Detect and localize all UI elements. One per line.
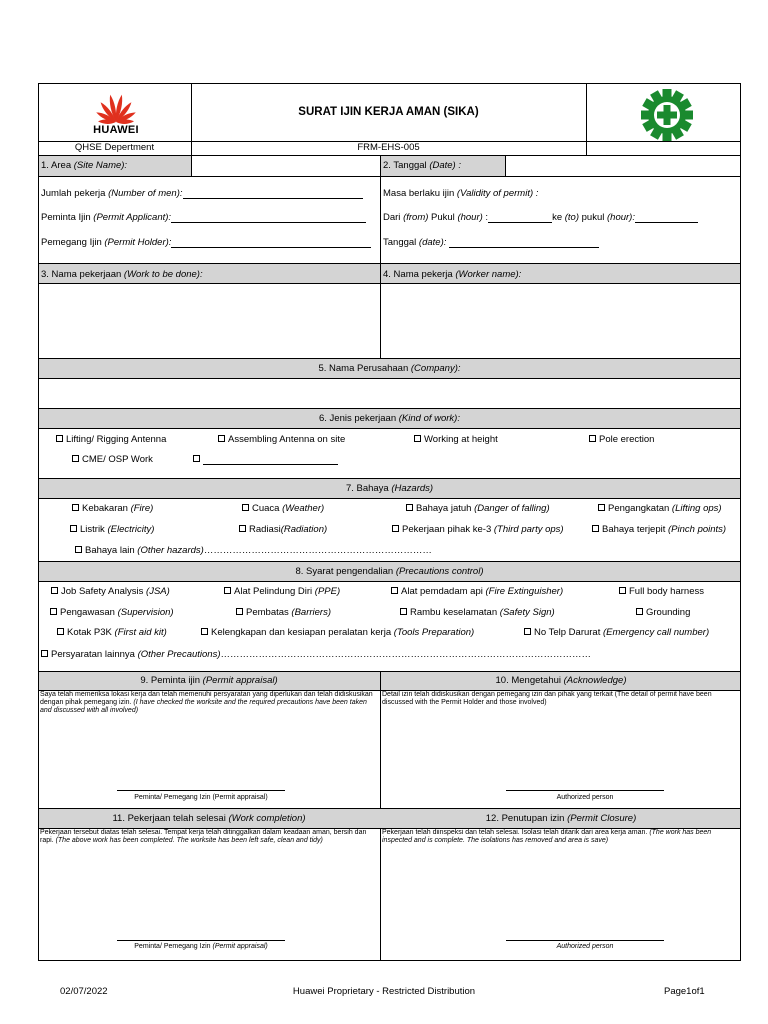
- company-input[interactable]: [39, 379, 740, 408]
- checkbox-supervision[interactable]: Pengawasan (Supervision): [50, 607, 174, 618]
- permit-closure-signature-caption: Authorized person: [556, 943, 614, 950]
- area-label: 1. Area (Site Name):: [41, 160, 128, 171]
- checkbox-tools-preparation[interactable]: Kelengkapan dan kesiapan peralatan kerja (Tools Preparation): [201, 627, 474, 638]
- permit-appraisal-statement: Saya telah memeriksa lokasi kerja dan telah memenuhi persyaratan yang diperlukan dan telah didiskusikan dengan pihak pemegang izin. (I have checked the worksite and the required precautions have been taken and discussed with all involved): [40, 691, 373, 714]
- number-of-men-field[interactable]: Jumlah pekerja (Number of men):: [41, 188, 363, 199]
- checkbox-lifting-rigging[interactable]: Lifting/ Rigging Antenna: [56, 434, 166, 445]
- work-to-be-done-label: 3. Nama pekerjaan (Work to be done):: [41, 269, 203, 280]
- checkbox-fire-extinguisher[interactable]: Alat pemdadam api (Fire Extinguisher): [391, 586, 563, 597]
- kind-of-work-label: 6. Jenis pekerjaan (Kind of work):: [319, 413, 460, 424]
- permit-holder-field[interactable]: Pemegang Ijin (Permit Holder):: [41, 237, 371, 248]
- footer-date: 02/07/2022: [60, 986, 108, 997]
- acknowledge-label: 10. Mengetahui (Acknowledge): [495, 675, 627, 686]
- checkbox-emergency-number[interactable]: No Telp Darurat (Emergency call number): [524, 627, 709, 638]
- checkbox-other-hazards[interactable]: Bahaya lain (Other hazards)………………………………………………………………: [75, 545, 432, 556]
- precautions-label: 8. Syarat pengendalian (Precautions control): [295, 566, 484, 577]
- form-title: SURAT IJIN KERJA AMAN (SIKA): [298, 106, 479, 118]
- permit-appraisal-label: 9. Peminta ijin (Permit appraisal): [140, 675, 278, 686]
- checkbox-electricity[interactable]: Listrik (Electricity): [70, 524, 154, 535]
- huawei-logo: [88, 90, 144, 136]
- validity-label: Masa berlaku ijin (Validity of permit) :: [383, 188, 539, 199]
- permit-appraisal-signature-caption: Peminta/ Pemegang Izin (Permit appraisal): [134, 794, 268, 801]
- acknowledge-signature-caption: Authorized person: [556, 794, 614, 801]
- checkbox-safety-sign[interactable]: Rambu keselamatan (Safety Sign): [400, 607, 555, 618]
- work-completion-signature-caption: Peminta/ Pemegang Izin (Permit appraisal): [134, 943, 268, 950]
- hazards-label: 7. Bahaya (Hazards): [345, 483, 434, 494]
- date-label: 2. Tanggal (Date) :: [383, 160, 461, 171]
- work-to-be-done-input[interactable]: [39, 284, 380, 358]
- permit-appraisal-signature-line[interactable]: [117, 790, 285, 791]
- permit-closure-label: 12. Penutupan izin (Permit Closure): [485, 813, 637, 824]
- checkbox-fire[interactable]: Kebakaran (Fire): [72, 503, 153, 514]
- area-input[interactable]: [192, 156, 380, 176]
- worker-name-label: 4. Nama pekerja (Worker name):: [383, 269, 522, 280]
- permit-closure-signature-line[interactable]: [506, 940, 664, 941]
- checkbox-other-precautions[interactable]: Persyaratan lainnya (Other Precautions)………………………………………………………………………………………………………: [41, 649, 591, 660]
- checkbox-first-aid-kit[interactable]: Kotak P3K (First aid kit): [57, 627, 167, 638]
- date-input[interactable]: [506, 156, 740, 176]
- checkbox-full-body-harness[interactable]: Full body harness: [619, 586, 704, 597]
- permit-closure-statement: Pekerjaan telah diinspeksi dan telah selesai. Isolasi telah ditarik dari area kerja aman. (The work has been inspected and is complete. The isolations has removed and area is save): [382, 829, 712, 844]
- k3-safety-gear-icon: [635, 89, 699, 141]
- checkbox-pole-erection[interactable]: Pole erection: [589, 434, 654, 445]
- huawei-logo-text: HUAWEI: [93, 124, 139, 136]
- worker-name-input[interactable]: [381, 284, 740, 358]
- checkbox-barriers[interactable]: Pembatas (Barriers): [236, 607, 331, 618]
- permit-date-field[interactable]: Tanggal (date):: [383, 237, 599, 248]
- checkbox-radiation[interactable]: Radiasi(Radiation): [239, 524, 327, 535]
- footer-page-number: Page1of1: [664, 986, 705, 997]
- checkbox-grounding[interactable]: Grounding: [636, 607, 690, 618]
- footer-classification: Huawei Proprietary - Restricted Distribution: [292, 986, 476, 997]
- checkbox-jsa[interactable]: Job Safety Analysis (JSA): [51, 586, 170, 597]
- company-label: 5. Nama Perusahaan (Company):: [318, 363, 461, 374]
- work-completion-statement: Pekerjaan tersebut diatas telah selesai. Tempat kerja telah ditinggalkan dalam keadaan aman, bersih dan rapi. (The above work has been completed. The worksite has been left safe, clean and tidy): [40, 829, 367, 844]
- checkbox-ppe[interactable]: Alat Pelindung Diri (PPE): [224, 586, 340, 597]
- checkbox-pinch-points[interactable]: Bahaya terjepit (Pinch points): [592, 524, 726, 535]
- huawei-petals-icon: [88, 90, 144, 124]
- form-code: FRM-EHS-005: [357, 142, 420, 153]
- checkbox-assembling-antenna[interactable]: Assembling Antenna on site: [218, 434, 345, 445]
- acknowledge-statement: Detail izin telah didiskusikan dengan pemegang izin dan pihak yang terkait (The detail of permit have been discussed with the Permit Holder and those involved): [382, 691, 712, 706]
- checkbox-lifting-ops[interactable]: Pengangkatan (Lifting ops): [598, 503, 722, 514]
- checkbox-weather[interactable]: Cuaca (Weather): [242, 503, 324, 514]
- department-label: QHSE Depertment: [74, 142, 155, 153]
- checkbox-working-at-height[interactable]: Working at height: [414, 434, 498, 445]
- checkbox-cme-osp-work[interactable]: CME/ OSP Work: [72, 454, 153, 465]
- checkbox-third-party-ops[interactable]: Pekerjaan pihak ke-3 (Third party ops): [392, 524, 564, 535]
- acknowledge-signature-line[interactable]: [506, 790, 664, 791]
- time-range-field[interactable]: Dari (from) Pukul (hour) : ke (to) pukul (hour):: [383, 212, 698, 223]
- permit-applicant-field[interactable]: Peminta Ijin (Permit Applicant):: [41, 212, 366, 223]
- checkbox-other-work[interactable]: [193, 454, 338, 465]
- work-completion-label: 11. Pekerjaan telah selesai (Work completion): [112, 813, 306, 824]
- checkbox-danger-of-falling[interactable]: Bahaya jatuh (Danger of falling): [406, 503, 550, 514]
- work-completion-signature-line[interactable]: [117, 940, 285, 941]
